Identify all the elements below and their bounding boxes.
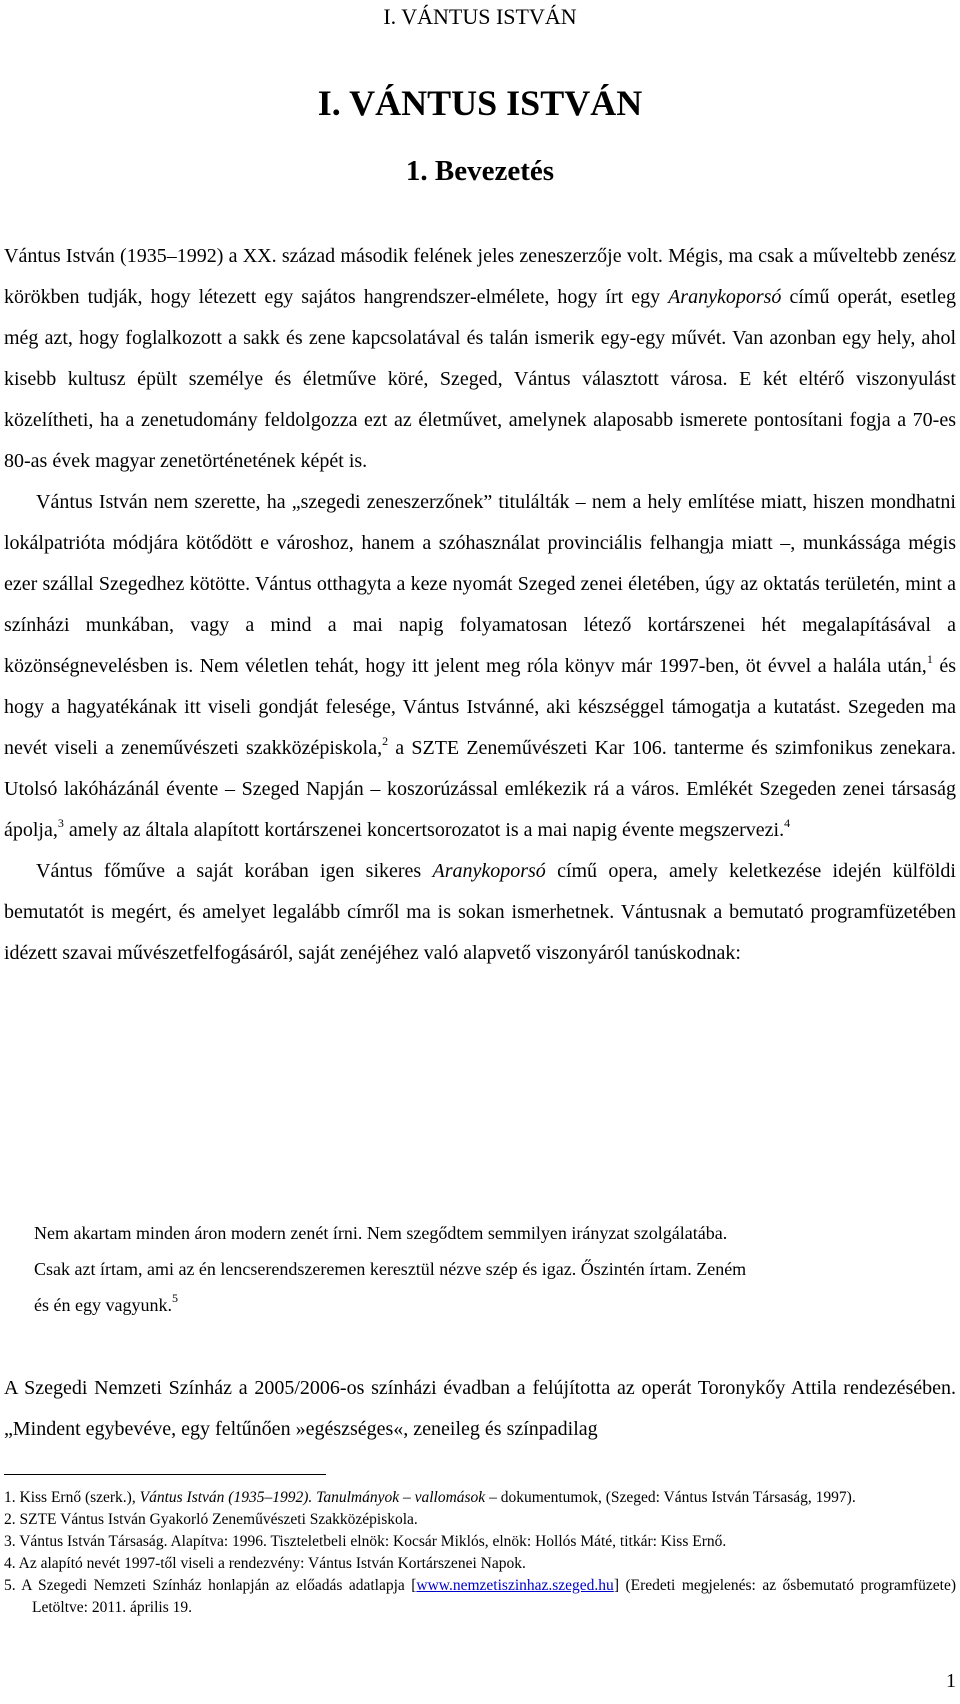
- page-number: 1: [946, 1670, 956, 1692]
- footnote-ref-4[interactable]: 4: [784, 816, 791, 830]
- paragraph-4: A Szegedi Nemzeti Színház a 2005/2006-os színházi évadban a felújította az operát Toronykőy Attila rendezésében. „Mindent egybevéve, egy feltűnően »egészséges«, zeneileg és színpadilag: [4, 1377, 956, 1440]
- paragraph-3: Vántus főműve a saját korában igen sikeres Aranykoporsó című opera, amely keletkezése idején külföldi bemutatót is megért, és amelyet legalább címről ma is sokan ismerhetnek. Vántusnak a bemutató programfüzetében idézett szavai művészetfelfogásáról, saját zenéjéhez való alapvető viszonyáról tanúskodnak:: [4, 860, 956, 964]
- footnote-ref-2[interactable]: 2: [382, 734, 389, 748]
- quote-line: Csak azt írtam, ami az én lencserendszeremen keresztül nézve szép és igaz. Őszintén írtam. Zeném: [34, 1259, 747, 1279]
- footnote-1: 1. Kiss Ernő (szerk.), Vántus István (1935–1992). Tanulmányok – vallomások – dokumentumok, (Szeged: Vántus István Társaság, 1997).: [4, 1489, 856, 1506]
- footnote-5: 5. A Szegedi Nemzeti Színház honlapján az előadás adatlapja [www.nemzetiszinhaz.szeged.hu] (Eredeti megjelenés: az ősbemutató programfüzete) Letöltve: 2011. április 19.: [4, 1577, 956, 1616]
- opera-title: Aranykoporsó: [432, 860, 546, 882]
- paragraph-2: Vántus István nem szerette, ha „szegedi zeneszerzőnek” titulálták – nem a hely említése miatt, hiszen mondhatni lokálpatrióta módjára kötődött e városhoz, hanem a szóhasználat provinciális felhangja miatt –, munkássága mégis ezer szállal Szegedhez kötötte. Vántus otthagyta a keze nyomát Szeged zenei életében, úgy az oktatás területén, mint a színházi munkában, vagy a mind a mai napig folyamatosan létező kortárszenei hét megalapításával a közönségnevelésben is. Nem véletlen tehát, hogy itt jelent meg róla könyv már 1997-ben, öt évvel a halála után,$^1$ és hogy a hagyatékának itt viseli gondját felesége, Vántus Istvánné, aki készséggel támogatja a kutatást. Szegeden ma nevét viseli a zeneművészeti szakközépiskola,$^2$ a SZTE Zeneművészeti Kar 106. tanterme és szimfonikus zenekara. Utolsó lakóházánál évente – Szeged Napján – koszorúzással emlékezik rá a város. Emlékét Szegeden zenei társaság ápolja,$^3$ amely az általa alapított kortárszenei koncertsorozatot is a mai napig évente megszervezi.$^4$: [4, 491, 957, 841]
- paragraph-1: Vántus István (1935–1992) a XX. század második felének jeles zeneszerzője volt. Mégis, ma csak a műveltebb zenész körökben tudják, hogy létezett egy sajátos hangrendszer-elmélete, hogy írt egy Aranykoporsó című operát, esetleg még azt, hogy foglalkozott a sakk és zene kapcsolatával és talán ismerik egy-egy művét. Van azonban egy hely, ahol kisebb kultusz épült személye és életműve köré, Szeged, Vántus választott városa. E két eltérő viszonyulást közelítheti, ha a zenetudomány feldolgozza ezt az életművet, amelynek alaposabb ismerete pontosítani fogja a 70-es 80-as évek magyar zenetörténetének képét is.: [4, 245, 956, 472]
- theatre-website-link[interactable]: www.nemzetiszinhaz.szeged.hu: [416, 1577, 614, 1594]
- quote-line: Nem akartam minden áron modern zenét írni. Nem szegődtem semmilyen irányzat szolgálatába.: [34, 1223, 728, 1243]
- footnote-3: 3. Vántus István Társaság. Alapítva: 1996. Tiszteletbeli elnök: Kocsár Miklós, elnök: Hollós Máté, titkár: Kiss Ernő.: [4, 1533, 727, 1550]
- opera-title: Aranykoporsó: [668, 286, 782, 308]
- footnote-separator: [4, 1474, 326, 1475]
- body-text: [4, 236, 956, 974]
- footnote-ref-5[interactable]: 5: [171, 1291, 178, 1305]
- footnotes: [4, 1487, 956, 1619]
- body-text-continued: [4, 1368, 956, 1450]
- footnote-4: 4. Az alapító nevét 1997-től viseli a rendezvény: Vántus István Kortárszenei Napok.: [4, 1555, 526, 1572]
- chapter-title: I. VÁNTUS ISTVÁN: [317, 83, 643, 123]
- footnote-2: 2. SZTE Vántus István Gyakorló Zeneművészeti Szakközépiskola.: [4, 1511, 418, 1528]
- footnote-ref-3[interactable]: 3: [57, 816, 64, 830]
- running-header: I. VÁNTUS ISTVÁN: [383, 4, 577, 29]
- footnote-ref-1[interactable]: 1: [926, 652, 933, 666]
- quote-line: és én egy vagyunk.$^5$: [34, 1291, 178, 1315]
- block-quote: [34, 1215, 934, 1323]
- section-title: 1. Bevezetés: [405, 155, 555, 187]
